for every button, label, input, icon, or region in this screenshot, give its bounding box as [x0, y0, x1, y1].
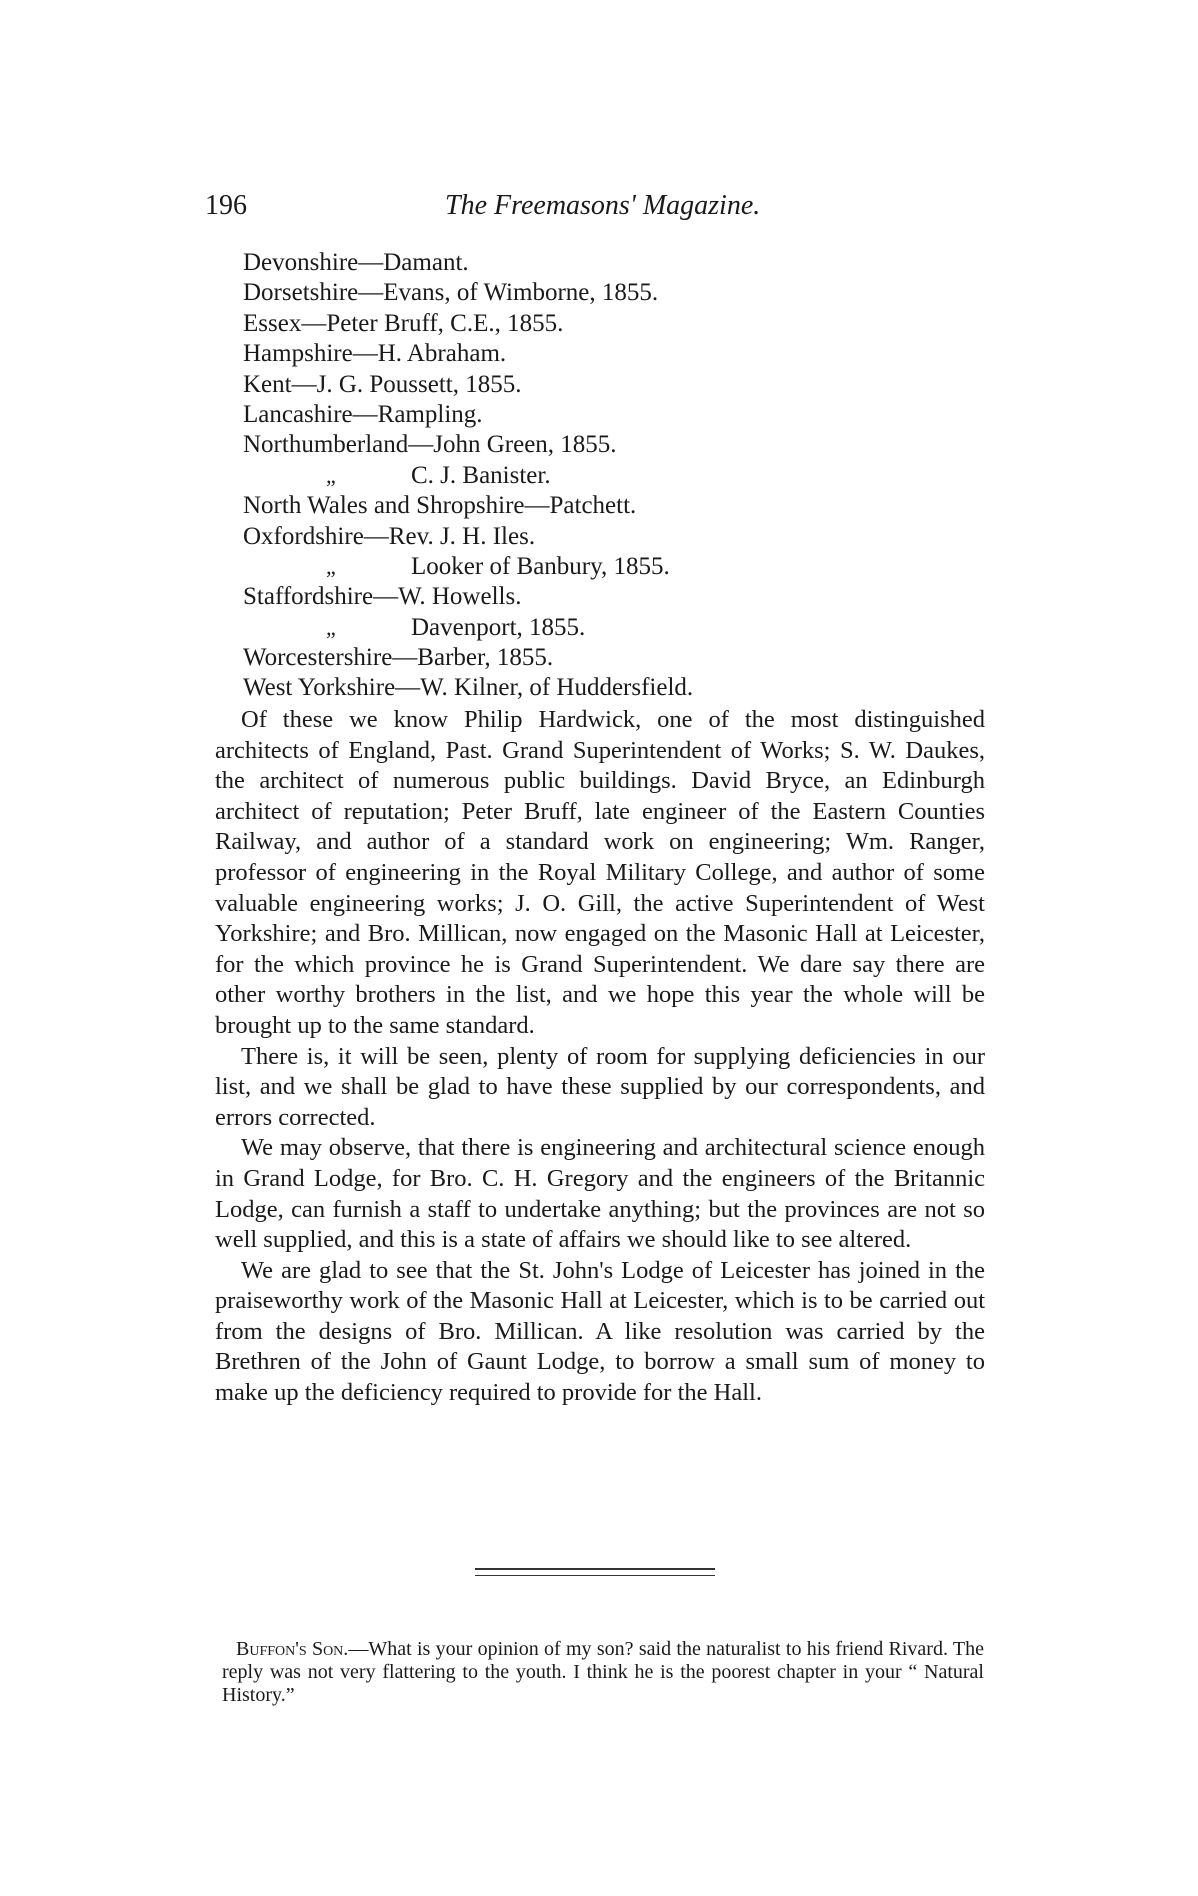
footnote-text: —What is your opinion of my son? said the naturalist to his friend Rivard. The reply was not very flattering to the youth. I think he is the poorest chapter in your “ Natural History.” [222, 1638, 984, 1706]
list-item: West Yorkshire—W. Kilner, of Huddersfield. [243, 674, 694, 702]
paragraph-deficiencies: There is, it will be seen, plenty of room for supplying deficiencies in our list, and we shall be glad to have these supplied by our correspondents, and errors corrected. [215, 1042, 985, 1131]
list-item: Staffordshire—W. Howells. [243, 583, 522, 611]
list-item: Lancashire—Rampling. [243, 400, 483, 428]
list-item: Worcestershire—Barber, 1855. [243, 644, 554, 672]
paragraph-architects: Of these we know Philip Hardwick, one of the most distinguished architects of England, Past. Grand Superintendent of Works; S. W. Daukes, the architect of numerous public buildings. David Bryce, an Edinburgh architect of reputation; Peter Bruff, late engineer of the Eastern Counties Railway, and author of a standard work on engineering; Wm. Ranger, professor of engineering in the Royal Military College, and author of some valuable engineering works; J. O. Gill, the active Superintendent of West Yorkshire; and Bro. Millican, now engaged on the Masonic Hall at Leicester, for the which province he is Grand Superintendent. We dare say there are other worthy brothers in the list, and we hope this year the whole will be brought up to the same standard. [215, 706, 985, 1039]
list-item: Essex—Peter Bruff, C.E., 1855. [243, 309, 564, 337]
list-item: Northumberland—John Green, 1855. [243, 431, 617, 459]
running-title: The Freemasons' Magazine. [445, 190, 761, 221]
page-number: 196 [205, 190, 247, 221]
list-item: Oxfordshire—Rev. J. H. Iles. [243, 522, 536, 550]
list-item: Dorsetshire—Evans, of Wimborne, 1855. [243, 279, 659, 307]
list-item: North Wales and Shropshire—Patchett. [243, 492, 637, 520]
page-header [205, 190, 995, 230]
ditto-mark: „ [326, 553, 336, 579]
footnote [222, 1638, 984, 1707]
list-item: Kent—J. G. Poussett, 1855. [243, 370, 522, 398]
article-body [215, 705, 985, 1409]
list-item: „ C. J. Banister. [243, 461, 1003, 491]
section-divider [475, 1568, 715, 1576]
ditto-mark: „ [326, 614, 336, 640]
paragraph-engineering: We may observe, that there is engineering and architectural science enough in Grand Lodge, for Bro. C. H. Gregory and the engineers of the Britannic Lodge, can furnish a staff to undertake anything; but the provinces are not so well supplied, and this is a state of affairs we should like to see altered. [215, 1134, 985, 1254]
list-item: „ Looker of Banbury, 1855. [243, 552, 1003, 582]
list-item: Hampshire—H. Abraham. [243, 340, 507, 368]
list-item: Devonshire—Damant. [243, 249, 469, 276]
ditto-mark: „ [326, 462, 336, 488]
footnote-heading: Buffon's Son. [236, 1638, 349, 1660]
superintendent-list [243, 248, 1003, 704]
list-item: „ Davenport, 1855. [243, 613, 1003, 643]
paragraph-leicester-lodge: We are glad to see that the St. John's Lodge of Leicester has joined in the praiseworthy work of the Masonic Hall at Leicester, which is to be carried out from the designs of Bro. Millican. A like resolution was carried by the Brethren of the John of Gaunt Lodge, to borrow a small sum of money to make up the deficiency required to provide for the Hall. [215, 1256, 985, 1407]
